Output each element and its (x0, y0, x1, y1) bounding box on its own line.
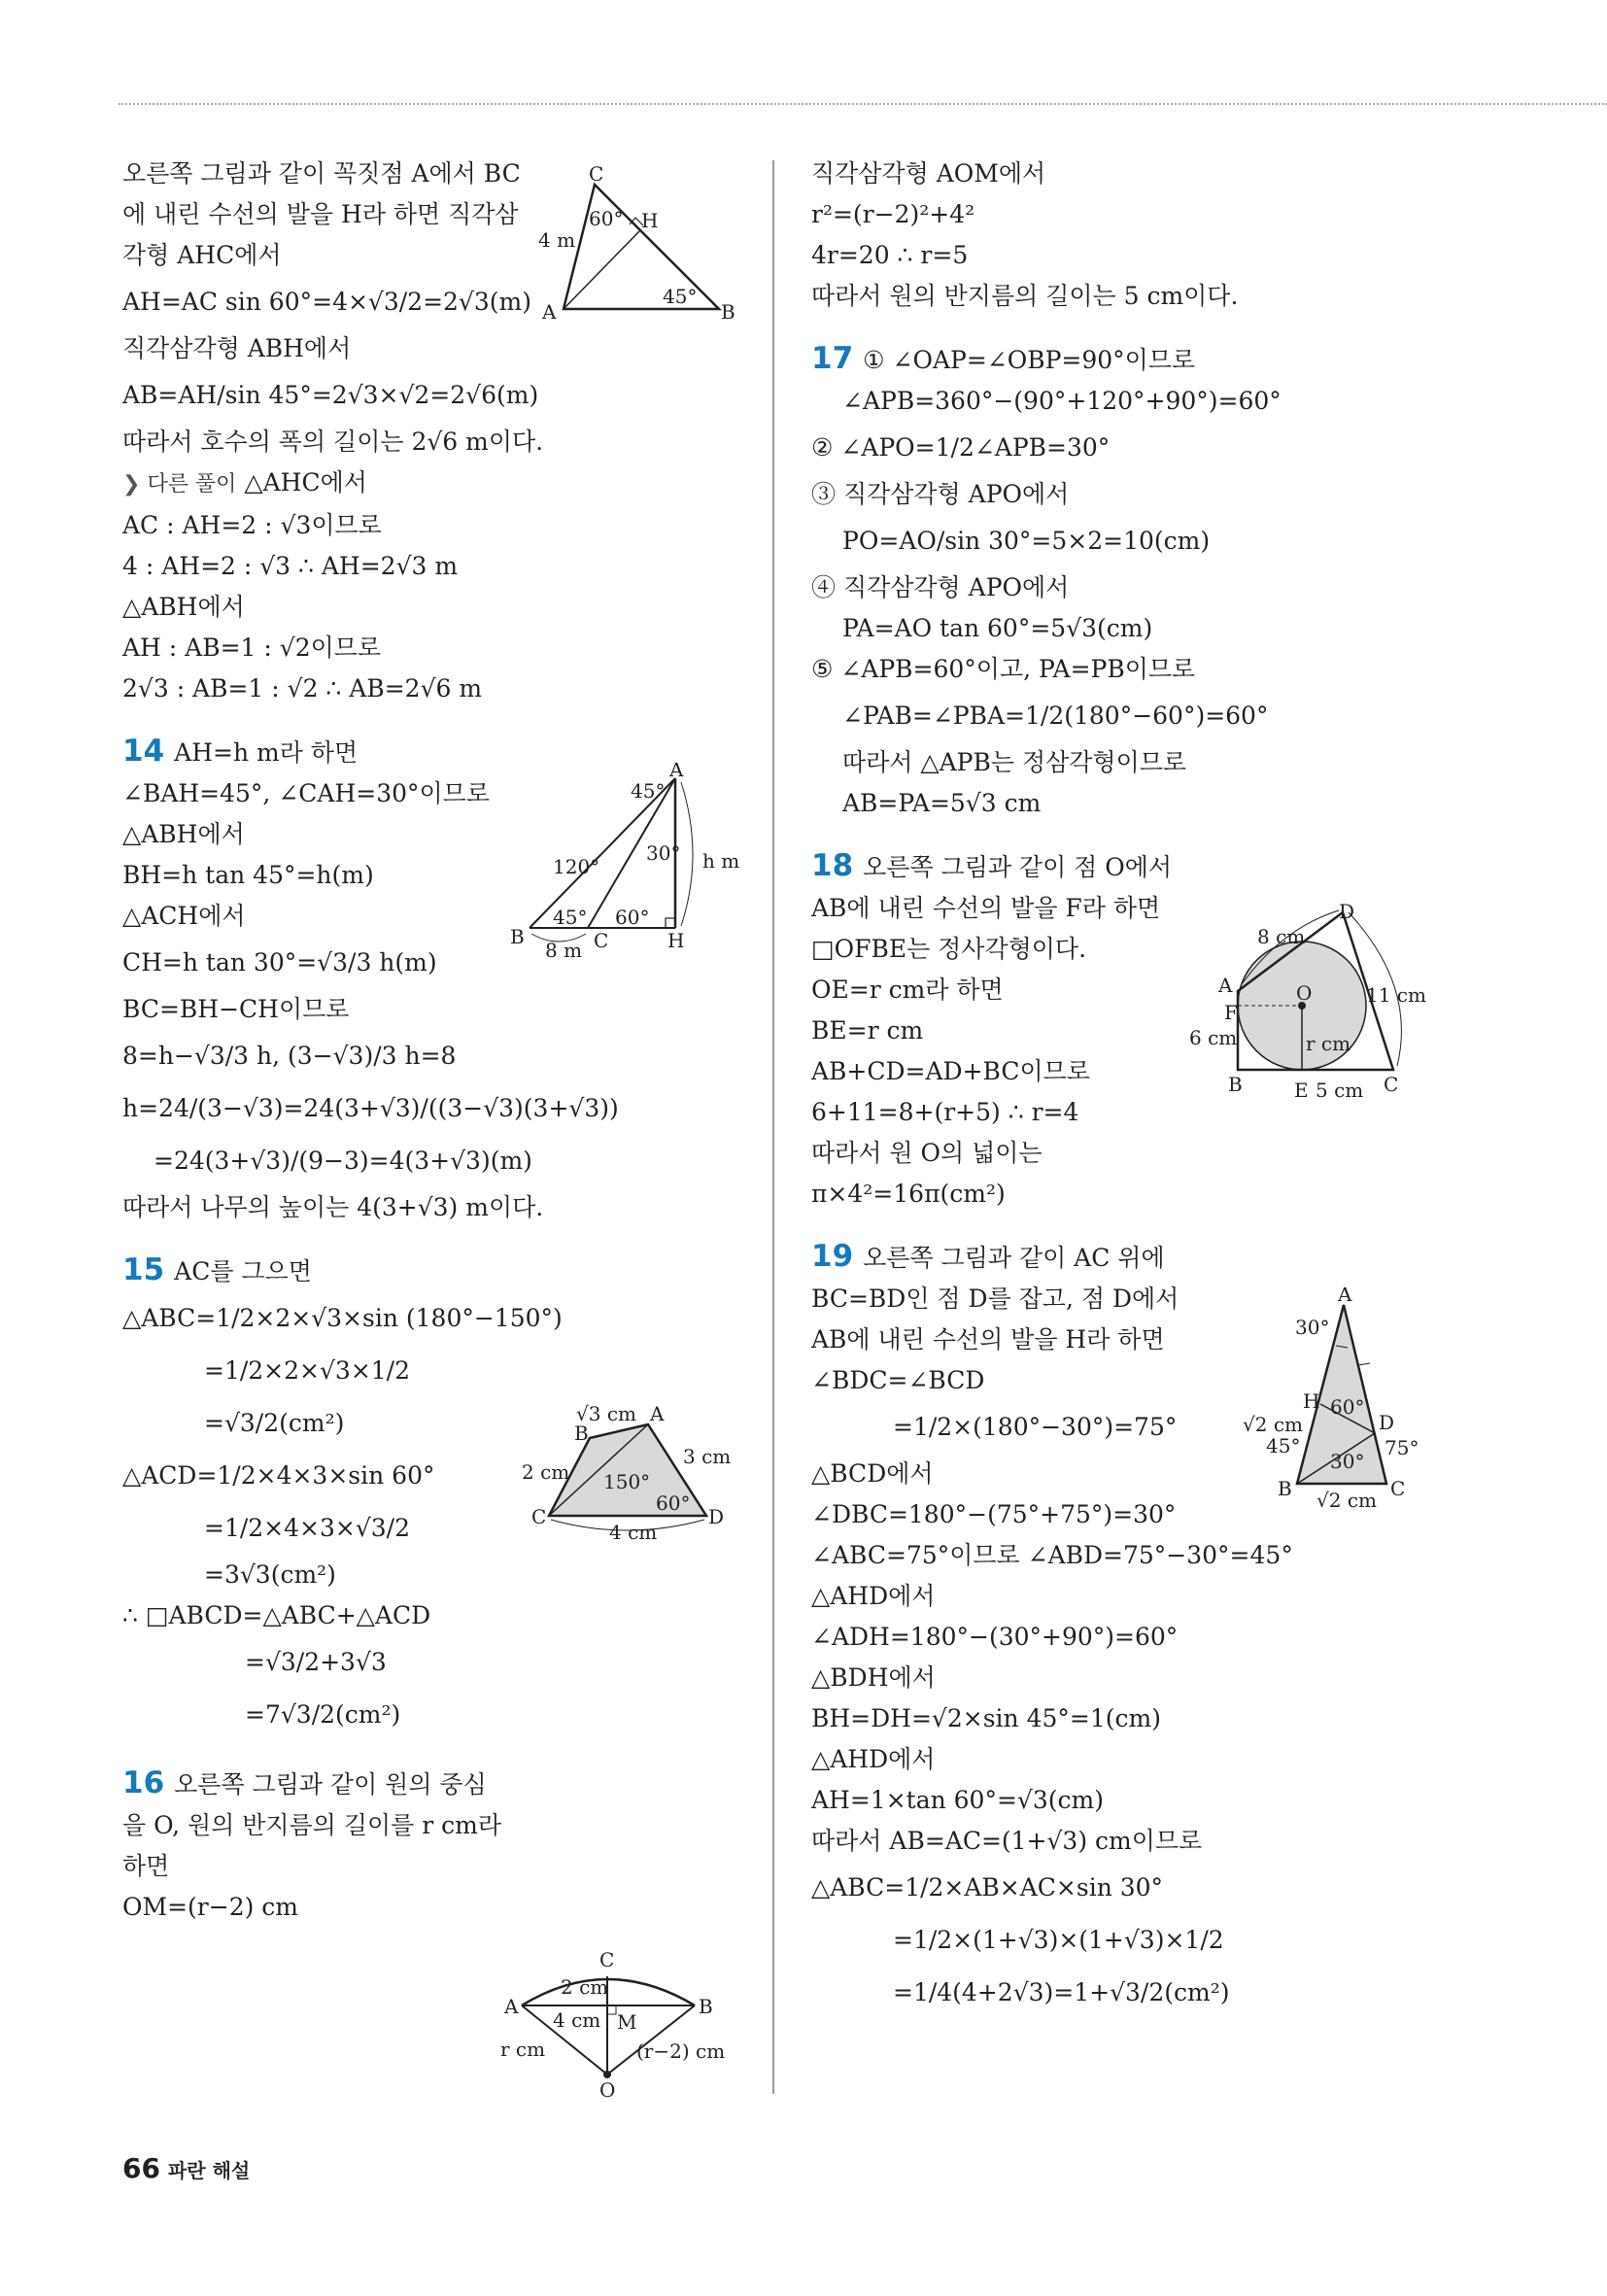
text-line: AB=PA=5√3 cm (842, 789, 1042, 817)
figure-isosceles-triangle (1239, 1287, 1438, 1516)
fig-label: B (574, 1422, 589, 1445)
text-line: △AHD에서 (811, 1582, 936, 1610)
text-line: △BDH에서 (811, 1663, 936, 1692)
fig-label: 11 cm (1366, 983, 1426, 1007)
fig-label: 60° (1330, 1395, 1365, 1419)
fig-label: 30° (646, 841, 681, 865)
fig-label: √2 cm (1316, 1489, 1377, 1512)
center-point (603, 2071, 611, 2078)
text-line: 따라서 AB=AC=(1+√3) cm이므로 (811, 1827, 1203, 1855)
text-line: 따라서 나무의 높이는 4(3+√3) m이다. (122, 1193, 544, 1221)
text-line: r²=(r−2)²+4² (811, 200, 975, 228)
fig-label: D (1379, 1411, 1395, 1434)
fig-label: 8 cm (1257, 925, 1306, 948)
problem-19-heading (811, 1236, 1472, 1279)
figure-tree-height (510, 763, 743, 967)
text-line: AB=AH/sin 45°=2√3×√2=2√6(m) (122, 381, 539, 409)
fig-label: 60° (589, 207, 624, 230)
page-footer (122, 2152, 250, 2184)
fig-label: A (1218, 974, 1233, 997)
text-line: =1/2×4×3×√3/2 (204, 1514, 410, 1542)
text-line: AB에 내린 수선의 발을 F라 하면 (811, 894, 1161, 922)
problem-head: 오른쪽 그림과 같이 점 O에서 (863, 853, 1173, 881)
fig-label: 45° (553, 906, 588, 929)
fig-label: C (594, 929, 609, 952)
fig-label: O (599, 2078, 616, 2102)
fig-label: 4 cm (609, 1521, 658, 1544)
text-line: PA=AO tan 60°=5√3(cm) (842, 614, 1153, 642)
fig-label: 2 cm (522, 1460, 570, 1484)
fig-label: B (510, 925, 525, 948)
right-angle-mark (666, 918, 675, 928)
problem-head: 오른쪽 그림과 같이 AC 위에 (863, 1244, 1165, 1272)
fig-label: B (1228, 1073, 1243, 1096)
text-line: ∠BAH=45°, ∠CAH=30°이므로 (122, 779, 490, 807)
text-line: BH=h tan 45°=h(m) (122, 861, 374, 889)
figure-inscribed-circle (1185, 899, 1438, 1113)
fig-label: r cm (1306, 1032, 1351, 1055)
fig-label: 45° (1266, 1434, 1301, 1457)
fig-label: 6 cm (1189, 1026, 1238, 1049)
fig-label: C (589, 165, 604, 186)
problem-number: 18 (811, 848, 854, 883)
text-line: 4r=20 ∴ r=5 (811, 241, 969, 269)
fig-label: 4 m (538, 228, 576, 252)
fig-label: 45° (663, 285, 698, 308)
fig-label: D (708, 1505, 725, 1528)
fig-label: 150° (603, 1470, 651, 1493)
fig-label: B (699, 1995, 713, 2018)
text-line: △ABH에서 (122, 593, 245, 621)
fig-label: E (1294, 1079, 1309, 1102)
text-line: =1/2×2×√3×1/2 (204, 1356, 410, 1385)
fig-label: C (1390, 1477, 1406, 1500)
text-line: =3√3(cm²) (204, 1560, 336, 1589)
text-line: OM=(r−2) cm (122, 1893, 299, 1921)
fig-label: F (1224, 1001, 1238, 1024)
text-line: PO=AO/sin 30°=5×2=10(cm) (842, 527, 1211, 555)
text-line: ∠BDC=∠BCD (811, 1366, 985, 1394)
text-line: 각형 AHC에서 (122, 241, 282, 269)
footer-label: 파란 해설 (167, 2159, 251, 2182)
text-line: 4 : AH=2 : √3 ∴ AH=2√3 m (122, 552, 459, 580)
fig-label: √3 cm (576, 1402, 636, 1425)
chevron-right-icon: ❯ (122, 472, 148, 497)
fig-label: 120° (553, 855, 600, 878)
text-line: =√3/2(cm²) (204, 1409, 345, 1437)
fig-label: h m (702, 849, 740, 873)
text-line: 6+11=8+(r+5) ∴ r=4 (811, 1098, 1079, 1126)
text-line: ∠DBC=180°−(75°+75°)=30° (811, 1500, 1177, 1528)
fig-label: 4 cm (553, 2008, 601, 2032)
problem-number: 14 (122, 734, 165, 769)
other-solution-label (122, 472, 236, 497)
fig-label: 60° (656, 1491, 691, 1515)
text-line: 8=h−√3/3 h, (3−√3)/3 h=8 (122, 1042, 457, 1070)
fig-label: A (650, 1402, 665, 1425)
text-line: ∠PAB=∠PBA=1/2(180°−60°)=60° (842, 702, 1269, 730)
text-line: ③ 직각삼각형 APO에서 (811, 480, 1070, 508)
text-line: BE=r cm (811, 1016, 924, 1045)
fig-label: C (1384, 1073, 1399, 1096)
other-solution-heading (122, 463, 754, 505)
text-line: 따라서 원 O의 넓이는 (811, 1139, 1043, 1167)
problem-16-heading (122, 1763, 754, 1805)
text-line: △BCD에서 (811, 1459, 934, 1488)
fig-label: 60° (615, 906, 650, 929)
fig-label: √2 cm (1243, 1413, 1303, 1436)
fig-label: M (617, 2010, 637, 2034)
fig-label: A (504, 1995, 519, 2018)
fig-label: 2 cm (561, 1975, 609, 1999)
text-line: AH=AC sin 60°=4×√3/2=2√3(m) (122, 288, 531, 316)
text-line: △ABC=1/2×AB×AC×sin 30° (811, 1873, 1164, 1902)
problem-head: ① ∠OAP=∠OBP=90°이므로 (863, 346, 1196, 374)
problem-head: AH=h m라 하면 (174, 738, 359, 767)
fig-label: A (542, 300, 557, 324)
text-line: 직각삼각형 AOM에서 (811, 159, 1046, 188)
text-line: 을 O, 원의 반지름의 길이를 r cm라 (122, 1811, 501, 1839)
problem-number: 17 (811, 341, 854, 376)
problem-18-heading (811, 845, 1472, 888)
problem-head: 오른쪽 그림과 같이 원의 중심 (174, 1770, 487, 1799)
text-line: AB+CD=AD+BC이므로 (811, 1057, 1090, 1085)
fig-label: 5 cm (1316, 1079, 1364, 1102)
text-line: 따라서 원의 반지름의 길이는 5 cm이다. (811, 282, 1239, 310)
fig-label: 30° (1330, 1450, 1365, 1473)
fig-label: B (721, 300, 735, 324)
text-line: AH=1×tan 60°=√3(cm) (811, 1786, 1104, 1814)
fig-label: H (1303, 1389, 1320, 1413)
text-line: △ABC=1/2×2×√3×sin (180°−150°) (122, 1304, 563, 1332)
problem-17-heading (811, 338, 1472, 381)
fig-label: D (1339, 900, 1355, 923)
text-line: ② ∠APO=1/2∠APB=30° (811, 433, 1111, 462)
problem-number: 19 (811, 1239, 854, 1274)
text-line: ∠ABC=75°이므로 ∠ABD=75°−30°=45° (811, 1541, 1293, 1569)
text-line: ∴ □ABCD=△ABC+△ACD (122, 1601, 431, 1629)
fig-label: 8 m (545, 939, 583, 962)
tick-mark (1358, 1363, 1370, 1365)
text-line: 에 내린 수선의 발을 H라 하면 직각삼 (122, 200, 519, 228)
fig-label: H (641, 209, 659, 232)
figure-quadrilateral-abcd (520, 1399, 743, 1555)
problem-number: 16 (122, 1765, 165, 1800)
page-number: 66 (122, 2152, 160, 2184)
fig-label: 30° (1295, 1316, 1330, 1339)
other-solution-text: 다른 풀이 (147, 472, 237, 497)
text-line: BC=BH−CH이므로 (122, 995, 350, 1023)
text-line: △ABH에서 (122, 820, 245, 848)
fig-label: A (1338, 1287, 1352, 1306)
left-column (122, 154, 754, 1928)
text-line: BH=DH=√2×sin 45°=1(cm) (811, 1704, 1161, 1732)
text-line: =24(3+√3)/(9−3)=4(3+√3)(m) (154, 1147, 532, 1175)
text-line: π×4²=16π(cm²) (811, 1180, 1006, 1208)
text-line: =1/2×(1+√3)×(1+√3)×1/2 (893, 1926, 1224, 1954)
text-line: =1/4(4+2√3)=1+√3/2(cm²) (893, 1978, 1230, 2006)
height-brace (681, 782, 693, 926)
text-line: 따라서 △APB는 정삼각형이므로 (842, 748, 1187, 776)
text-line: =1/2×(180°−30°)=75° (893, 1413, 1178, 1441)
text-line: □OFBE는 정사각형이다. (811, 935, 1087, 963)
text-line: h=24/(3−√3)=24(3+√3)/((3−√3)(3+√3)) (122, 1094, 619, 1122)
figure-triangle-ahc (534, 165, 748, 326)
text-line: ∠ADH=180°−(30°+90°)=60° (811, 1623, 1179, 1651)
problem-number: 15 (122, 1252, 165, 1287)
column-divider (772, 160, 774, 2094)
text-line: 하면 (122, 1852, 170, 1880)
text-line: ∠APB=360°−(90°+120°+90°)=60° (842, 387, 1282, 415)
text-line: =√3/2+3√3 (245, 1648, 387, 1676)
text-line: △ACH에서 (122, 902, 246, 930)
text-line: ⑤ ∠APB=60°이고, PA=PB이므로 (811, 655, 1196, 683)
text-line: 오른쪽 그림과 같이 꼭짓점 A에서 BC (122, 159, 521, 188)
text-line: △AHD에서 (811, 1745, 936, 1773)
text-line: 직각삼각형 ABH에서 (122, 334, 352, 362)
text-line: BC=BD인 점 D를 잡고, 점 D에서 (811, 1285, 1180, 1313)
fig-label: H (667, 929, 685, 952)
fig-label: (r−2) cm (636, 2039, 726, 2063)
fig-label: O (1296, 981, 1313, 1005)
problem-head: AC를 그으면 (174, 1257, 312, 1285)
fig-label: 45° (631, 779, 666, 803)
text-line: 2√3 : AB=1 : √2 ∴ AB=2√6 m (122, 674, 483, 703)
top-dotted-rule (119, 103, 1607, 105)
figure-circle-arc (500, 1943, 743, 2104)
text-line: AB에 내린 수선의 발을 H라 하면 (811, 1325, 1165, 1354)
text-line: AH : AB=1 : √2이므로 (122, 634, 382, 662)
text-line: △ACD=1/2×4×3×sin 60° (122, 1461, 435, 1490)
text-line: AC : AH=2 : √3이므로 (122, 511, 382, 539)
right-angle-mark (607, 2005, 616, 2014)
fig-label: 3 cm (683, 1445, 732, 1468)
fig-label: 75° (1385, 1436, 1419, 1459)
text-line: OE=r cm라 하면 (811, 976, 1004, 1004)
fig-label: r cm (500, 2038, 546, 2061)
text-line: 따라서 호수의 폭의 길이는 2√6 m이다. (122, 428, 544, 456)
text-line: △AHC에서 (244, 468, 367, 497)
text-line: CH=h tan 30°=√3/3 h(m) (122, 948, 437, 977)
fig-label: C (599, 1948, 615, 1971)
problem-15-heading (122, 1250, 754, 1292)
fig-label: A (669, 763, 684, 781)
text-line: ④ 직각삼각형 APO에서 (811, 573, 1070, 601)
text-line: =7√3/2(cm²) (245, 1700, 401, 1729)
fig-label: B (1278, 1477, 1292, 1500)
fig-label: C (531, 1505, 547, 1528)
